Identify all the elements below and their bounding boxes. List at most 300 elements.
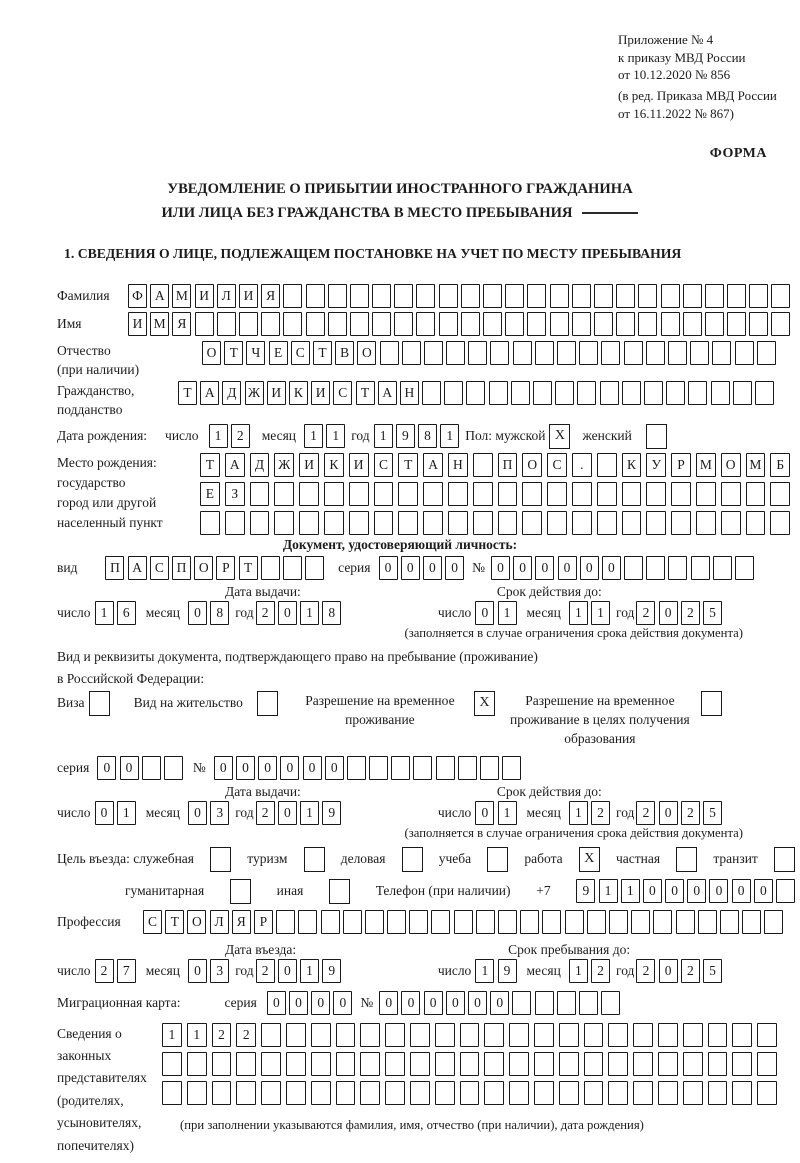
id-expiry-day-boxes[interactable] xyxy=(475,601,516,625)
char-box[interactable] xyxy=(422,381,441,405)
permit-issue-month-boxes[interactable] xyxy=(188,801,229,825)
char-box[interactable] xyxy=(435,1023,455,1047)
char-box[interactable]: 9 xyxy=(576,879,595,903)
stay-until-year-boxes[interactable] xyxy=(636,959,722,983)
char-box[interactable]: 1 xyxy=(117,801,136,825)
char-box[interactable] xyxy=(286,1023,306,1047)
char-box[interactable] xyxy=(321,910,340,934)
char-box[interactable] xyxy=(187,1052,207,1076)
char-box[interactable] xyxy=(597,482,617,506)
char-box[interactable] xyxy=(533,381,552,405)
permit-expiry-day-boxes[interactable] xyxy=(475,801,516,825)
char-box[interactable]: 0 xyxy=(659,801,678,825)
char-box[interactable] xyxy=(311,1081,331,1105)
char-box[interactable] xyxy=(622,381,641,405)
char-box[interactable]: 1 xyxy=(498,601,517,625)
char-box[interactable] xyxy=(336,1052,356,1076)
char-box[interactable] xyxy=(742,910,761,934)
char-box[interactable] xyxy=(735,556,754,580)
entry-year-boxes[interactable] xyxy=(256,959,342,983)
char-box[interactable]: Ф xyxy=(128,284,147,308)
char-box[interactable] xyxy=(398,511,418,535)
char-box[interactable]: Ж xyxy=(245,381,264,405)
char-box[interactable] xyxy=(711,381,730,405)
char-box[interactable] xyxy=(283,312,302,336)
char-box[interactable] xyxy=(225,511,245,535)
char-box[interactable]: И xyxy=(239,284,258,308)
char-box[interactable] xyxy=(696,482,716,506)
char-box[interactable]: 0 xyxy=(475,801,494,825)
char-box[interactable] xyxy=(770,511,790,535)
char-box[interactable] xyxy=(394,284,413,308)
char-box[interactable] xyxy=(757,1081,777,1105)
char-box[interactable] xyxy=(423,511,443,535)
char-box[interactable]: 0 xyxy=(580,556,599,580)
char-box[interactable]: 2 xyxy=(256,601,275,625)
char-box[interactable] xyxy=(439,284,458,308)
char-box[interactable]: С xyxy=(374,453,394,477)
char-box[interactable] xyxy=(461,284,480,308)
entry-day-boxes[interactable] xyxy=(95,959,136,983)
char-box[interactable]: 0 xyxy=(303,756,322,780)
char-box[interactable]: К xyxy=(622,453,642,477)
char-box[interactable]: 8 xyxy=(322,601,341,625)
char-box[interactable]: Т xyxy=(165,910,184,934)
birth-place-boxes-row3[interactable] xyxy=(200,511,790,535)
char-box[interactable]: 0 xyxy=(445,556,464,580)
purpose-business-checkbox[interactable] xyxy=(402,847,423,872)
char-box[interactable] xyxy=(624,556,643,580)
char-box[interactable] xyxy=(746,511,766,535)
char-box[interactable]: С xyxy=(150,556,169,580)
char-box[interactable] xyxy=(416,284,435,308)
char-box[interactable]: М xyxy=(172,284,191,308)
char-box[interactable] xyxy=(460,1052,480,1076)
char-box[interactable]: 5 xyxy=(703,601,722,625)
char-box[interactable] xyxy=(601,991,620,1015)
char-box[interactable]: 2 xyxy=(256,801,275,825)
char-box[interactable] xyxy=(559,1081,579,1105)
char-box[interactable]: 0 xyxy=(401,991,420,1015)
given-name-boxes[interactable] xyxy=(128,312,790,336)
char-box[interactable]: 2 xyxy=(681,959,700,983)
char-box[interactable]: С xyxy=(333,381,352,405)
char-box[interactable] xyxy=(683,284,702,308)
char-box[interactable] xyxy=(671,511,691,535)
char-box[interactable] xyxy=(473,482,493,506)
char-box[interactable]: П xyxy=(172,556,191,580)
char-box[interactable] xyxy=(633,1023,653,1047)
char-box[interactable] xyxy=(616,312,635,336)
char-box[interactable]: 1 xyxy=(300,959,319,983)
char-box[interactable] xyxy=(658,1023,678,1047)
char-box[interactable] xyxy=(416,312,435,336)
patronymic-boxes[interactable] xyxy=(202,341,776,365)
char-box[interactable] xyxy=(436,756,455,780)
char-box[interactable]: Р xyxy=(216,556,235,580)
char-box[interactable]: 1 xyxy=(440,424,459,448)
char-box[interactable] xyxy=(410,1081,430,1105)
char-box[interactable]: 0 xyxy=(687,879,706,903)
char-box[interactable] xyxy=(410,1023,430,1047)
char-box[interactable]: 0 xyxy=(258,756,277,780)
char-box[interactable]: Т xyxy=(200,453,220,477)
char-box[interactable] xyxy=(380,341,399,365)
entry-month-boxes[interactable] xyxy=(188,959,229,983)
char-box[interactable]: 2 xyxy=(236,1023,256,1047)
char-box[interactable] xyxy=(683,312,702,336)
char-box[interactable] xyxy=(658,1052,678,1076)
char-box[interactable]: К xyxy=(289,381,308,405)
char-box[interactable]: 0 xyxy=(491,556,510,580)
migration-series-boxes[interactable] xyxy=(267,991,353,1015)
char-box[interactable] xyxy=(164,756,183,780)
permit-expiry-month-boxes[interactable] xyxy=(569,801,610,825)
char-box[interactable]: 9 xyxy=(396,424,415,448)
char-box[interactable]: 0 xyxy=(475,601,494,625)
char-box[interactable]: 0 xyxy=(267,991,286,1015)
char-box[interactable] xyxy=(261,1023,281,1047)
char-box[interactable] xyxy=(435,1081,455,1105)
char-box[interactable] xyxy=(343,910,362,934)
char-box[interactable] xyxy=(705,284,724,308)
char-box[interactable] xyxy=(749,312,768,336)
char-box[interactable] xyxy=(460,1023,480,1047)
char-box[interactable]: 9 xyxy=(322,801,341,825)
char-box[interactable] xyxy=(708,1081,728,1105)
char-box[interactable] xyxy=(448,511,468,535)
char-box[interactable] xyxy=(490,341,509,365)
char-box[interactable] xyxy=(584,1052,604,1076)
char-box[interactable] xyxy=(409,910,428,934)
char-box[interactable] xyxy=(522,511,542,535)
char-box[interactable] xyxy=(286,1081,306,1105)
purpose-tourism-checkbox[interactable] xyxy=(304,847,325,872)
char-box[interactable] xyxy=(162,1081,182,1105)
id-issue-month-boxes[interactable] xyxy=(188,601,229,625)
char-box[interactable] xyxy=(676,910,695,934)
char-box[interactable] xyxy=(735,341,754,365)
char-box[interactable]: П xyxy=(105,556,124,580)
char-box[interactable] xyxy=(683,1081,703,1105)
char-box[interactable] xyxy=(261,1081,281,1105)
char-box[interactable] xyxy=(498,910,517,934)
char-box[interactable]: О xyxy=(357,341,376,365)
char-box[interactable] xyxy=(587,910,606,934)
char-box[interactable] xyxy=(311,1052,331,1076)
char-box[interactable] xyxy=(212,1052,232,1076)
char-box[interactable]: 0 xyxy=(289,991,308,1015)
char-box[interactable] xyxy=(372,312,391,336)
char-box[interactable] xyxy=(633,1052,653,1076)
char-box[interactable]: И xyxy=(267,381,286,405)
char-box[interactable] xyxy=(402,341,421,365)
char-box[interactable] xyxy=(349,482,369,506)
char-box[interactable]: 1 xyxy=(569,801,588,825)
char-box[interactable] xyxy=(448,482,468,506)
phone-boxes[interactable] xyxy=(576,879,795,903)
char-box[interactable] xyxy=(298,910,317,934)
char-box[interactable] xyxy=(661,284,680,308)
char-box[interactable] xyxy=(212,1081,232,1105)
char-box[interactable] xyxy=(691,556,710,580)
char-box[interactable] xyxy=(658,1081,678,1105)
birth-place-boxes-row1[interactable] xyxy=(200,453,790,477)
char-box[interactable] xyxy=(484,1052,504,1076)
char-box[interactable] xyxy=(671,482,691,506)
char-box[interactable]: 0 xyxy=(602,556,621,580)
id-issue-year-boxes[interactable] xyxy=(256,601,342,625)
char-box[interactable] xyxy=(476,910,495,934)
char-box[interactable]: 2 xyxy=(636,601,655,625)
char-box[interactable]: Н xyxy=(400,381,419,405)
purpose-other-checkbox[interactable] xyxy=(329,879,350,904)
char-box[interactable]: 1 xyxy=(300,601,319,625)
char-box[interactable] xyxy=(557,341,576,365)
char-box[interactable] xyxy=(594,312,613,336)
id-issue-day-boxes[interactable] xyxy=(95,601,136,625)
char-box[interactable]: С xyxy=(547,453,567,477)
birth-year-boxes[interactable] xyxy=(374,424,460,448)
char-box[interactable] xyxy=(594,284,613,308)
birth-month-boxes[interactable] xyxy=(304,424,345,448)
char-box[interactable] xyxy=(299,482,319,506)
char-box[interactable] xyxy=(324,482,344,506)
char-box[interactable] xyxy=(653,910,672,934)
char-box[interactable]: 3 xyxy=(210,801,229,825)
char-box[interactable]: И xyxy=(311,381,330,405)
char-box[interactable] xyxy=(708,1052,728,1076)
char-box[interactable] xyxy=(600,381,619,405)
char-box[interactable]: 1 xyxy=(95,601,114,625)
char-box[interactable] xyxy=(250,482,270,506)
char-box[interactable] xyxy=(609,910,628,934)
char-box[interactable] xyxy=(696,511,716,535)
char-box[interactable] xyxy=(424,341,443,365)
char-box[interactable] xyxy=(646,341,665,365)
char-box[interactable] xyxy=(483,284,502,308)
char-box[interactable]: 2 xyxy=(212,1023,232,1047)
char-box[interactable] xyxy=(690,341,709,365)
char-box[interactable]: 1 xyxy=(498,801,517,825)
char-box[interactable] xyxy=(705,312,724,336)
char-box[interactable]: 1 xyxy=(374,424,393,448)
char-box[interactable]: У xyxy=(646,453,666,477)
char-box[interactable] xyxy=(360,1052,380,1076)
char-box[interactable]: Л xyxy=(217,284,236,308)
char-box[interactable] xyxy=(498,511,518,535)
char-box[interactable] xyxy=(597,453,617,477)
char-box[interactable] xyxy=(757,1023,777,1047)
char-box[interactable] xyxy=(274,511,294,535)
char-box[interactable]: 0 xyxy=(278,601,297,625)
char-box[interactable] xyxy=(638,312,657,336)
char-box[interactable] xyxy=(360,1081,380,1105)
char-box[interactable] xyxy=(502,756,521,780)
birth-day-boxes[interactable] xyxy=(209,424,250,448)
char-box[interactable] xyxy=(608,1052,628,1076)
char-box[interactable] xyxy=(435,1052,455,1076)
char-box[interactable] xyxy=(439,312,458,336)
char-box[interactable]: 2 xyxy=(681,801,700,825)
char-box[interactable]: 0 xyxy=(643,879,662,903)
purpose-private-checkbox[interactable] xyxy=(676,847,697,872)
char-box[interactable] xyxy=(454,910,473,934)
char-box[interactable] xyxy=(550,312,569,336)
char-box[interactable] xyxy=(261,1052,281,1076)
char-box[interactable] xyxy=(473,511,493,535)
temp-residence-permit-checkbox[interactable]: X xyxy=(474,691,495,716)
char-box[interactable]: 9 xyxy=(498,959,517,983)
purpose-humanitarian-checkbox[interactable] xyxy=(230,879,251,904)
char-box[interactable] xyxy=(535,991,554,1015)
stay-until-month-boxes[interactable] xyxy=(569,959,610,983)
char-box[interactable]: Т xyxy=(356,381,375,405)
char-box[interactable] xyxy=(535,341,554,365)
char-box[interactable]: А xyxy=(423,453,443,477)
char-box[interactable] xyxy=(423,482,443,506)
id-doc-series-boxes[interactable] xyxy=(379,556,465,580)
representatives-boxes-row3[interactable] xyxy=(162,1081,777,1105)
char-box[interactable] xyxy=(666,381,685,405)
char-box[interactable]: О xyxy=(194,556,213,580)
char-box[interactable]: 0 xyxy=(278,959,297,983)
char-box[interactable]: 0 xyxy=(423,556,442,580)
char-box[interactable]: 0 xyxy=(188,801,207,825)
char-box[interactable] xyxy=(328,284,347,308)
char-box[interactable]: 1 xyxy=(162,1023,182,1047)
surname-boxes[interactable] xyxy=(128,284,790,308)
char-box[interactable] xyxy=(398,482,418,506)
char-box[interactable]: 5 xyxy=(703,959,722,983)
char-box[interactable]: 0 xyxy=(236,756,255,780)
char-box[interactable]: Б xyxy=(770,453,790,477)
char-box[interactable] xyxy=(385,1023,405,1047)
char-box[interactable]: 1 xyxy=(300,801,319,825)
char-box[interactable] xyxy=(505,284,524,308)
char-box[interactable]: Р xyxy=(671,453,691,477)
char-box[interactable] xyxy=(608,1081,628,1105)
char-box[interactable]: 0 xyxy=(278,801,297,825)
char-box[interactable] xyxy=(755,381,774,405)
char-box[interactable]: 0 xyxy=(490,991,509,1015)
char-box[interactable] xyxy=(733,381,752,405)
char-box[interactable] xyxy=(336,1081,356,1105)
permit-issue-year-boxes[interactable] xyxy=(256,801,342,825)
char-box[interactable] xyxy=(385,1052,405,1076)
char-box[interactable]: 2 xyxy=(636,959,655,983)
char-box[interactable]: 2 xyxy=(256,959,275,983)
char-box[interactable] xyxy=(771,312,790,336)
char-box[interactable] xyxy=(446,341,465,365)
char-box[interactable] xyxy=(597,511,617,535)
char-box[interactable] xyxy=(305,556,324,580)
char-box[interactable] xyxy=(646,511,666,535)
char-box[interactable] xyxy=(444,381,463,405)
char-box[interactable]: Я xyxy=(232,910,251,934)
char-box[interactable] xyxy=(374,482,394,506)
char-box[interactable] xyxy=(187,1081,207,1105)
char-box[interactable]: А xyxy=(150,284,169,308)
char-box[interactable] xyxy=(236,1081,256,1105)
char-box[interactable]: Е xyxy=(269,341,288,365)
id-expiry-month-boxes[interactable] xyxy=(569,601,610,625)
char-box[interactable]: Я xyxy=(172,312,191,336)
permit-issue-day-boxes[interactable] xyxy=(95,801,136,825)
char-box[interactable] xyxy=(324,511,344,535)
char-box[interactable] xyxy=(283,556,302,580)
id-doc-number-boxes[interactable] xyxy=(491,556,754,580)
char-box[interactable] xyxy=(347,756,366,780)
char-box[interactable]: 0 xyxy=(280,756,299,780)
char-box[interactable] xyxy=(698,910,717,934)
char-box[interactable]: С xyxy=(291,341,310,365)
purpose-work-checkbox[interactable]: X xyxy=(579,847,600,872)
char-box[interactable]: С xyxy=(143,910,162,934)
char-box[interactable] xyxy=(661,312,680,336)
char-box[interactable]: 6 xyxy=(117,601,136,625)
char-box[interactable]: 1 xyxy=(621,879,640,903)
char-box[interactable]: К xyxy=(324,453,344,477)
char-box[interactable]: 3 xyxy=(210,959,229,983)
char-box[interactable] xyxy=(195,312,214,336)
char-box[interactable] xyxy=(559,1052,579,1076)
char-box[interactable] xyxy=(708,1023,728,1047)
char-box[interactable] xyxy=(646,556,665,580)
char-box[interactable] xyxy=(683,1023,703,1047)
purpose-study-checkbox[interactable] xyxy=(487,847,508,872)
char-box[interactable]: Н xyxy=(448,453,468,477)
char-box[interactable] xyxy=(732,1052,752,1076)
char-box[interactable] xyxy=(668,556,687,580)
char-box[interactable] xyxy=(299,511,319,535)
char-box[interactable]: 2 xyxy=(591,801,610,825)
visa-checkbox[interactable] xyxy=(89,691,110,716)
char-box[interactable] xyxy=(360,1023,380,1047)
char-box[interactable] xyxy=(385,1081,405,1105)
char-box[interactable] xyxy=(559,1023,579,1047)
char-box[interactable] xyxy=(162,1052,182,1076)
char-box[interactable]: А xyxy=(128,556,147,580)
char-box[interactable]: Ч xyxy=(246,341,265,365)
char-box[interactable] xyxy=(527,312,546,336)
char-box[interactable] xyxy=(468,341,487,365)
char-box[interactable]: 0 xyxy=(754,879,773,903)
char-box[interactable] xyxy=(509,1052,529,1076)
char-box[interactable] xyxy=(410,1052,430,1076)
char-box[interactable]: О xyxy=(522,453,542,477)
char-box[interactable] xyxy=(572,284,591,308)
char-box[interactable]: 0 xyxy=(120,756,139,780)
char-box[interactable]: 2 xyxy=(591,959,610,983)
char-box[interactable]: 1 xyxy=(599,879,618,903)
char-box[interactable] xyxy=(727,312,746,336)
char-box[interactable] xyxy=(509,1023,529,1047)
char-box[interactable]: 1 xyxy=(569,959,588,983)
char-box[interactable]: 0 xyxy=(424,991,443,1015)
char-box[interactable] xyxy=(484,1023,504,1047)
char-box[interactable]: 1 xyxy=(475,959,494,983)
char-box[interactable] xyxy=(608,1023,628,1047)
temp-residence-permit-edu-checkbox[interactable] xyxy=(701,691,722,716)
char-box[interactable] xyxy=(520,910,539,934)
char-box[interactable]: 1 xyxy=(187,1023,207,1047)
char-box[interactable]: Я xyxy=(261,284,280,308)
char-box[interactable] xyxy=(217,312,236,336)
char-box[interactable]: Д xyxy=(222,381,241,405)
char-box[interactable] xyxy=(584,1023,604,1047)
char-box[interactable]: А xyxy=(200,381,219,405)
